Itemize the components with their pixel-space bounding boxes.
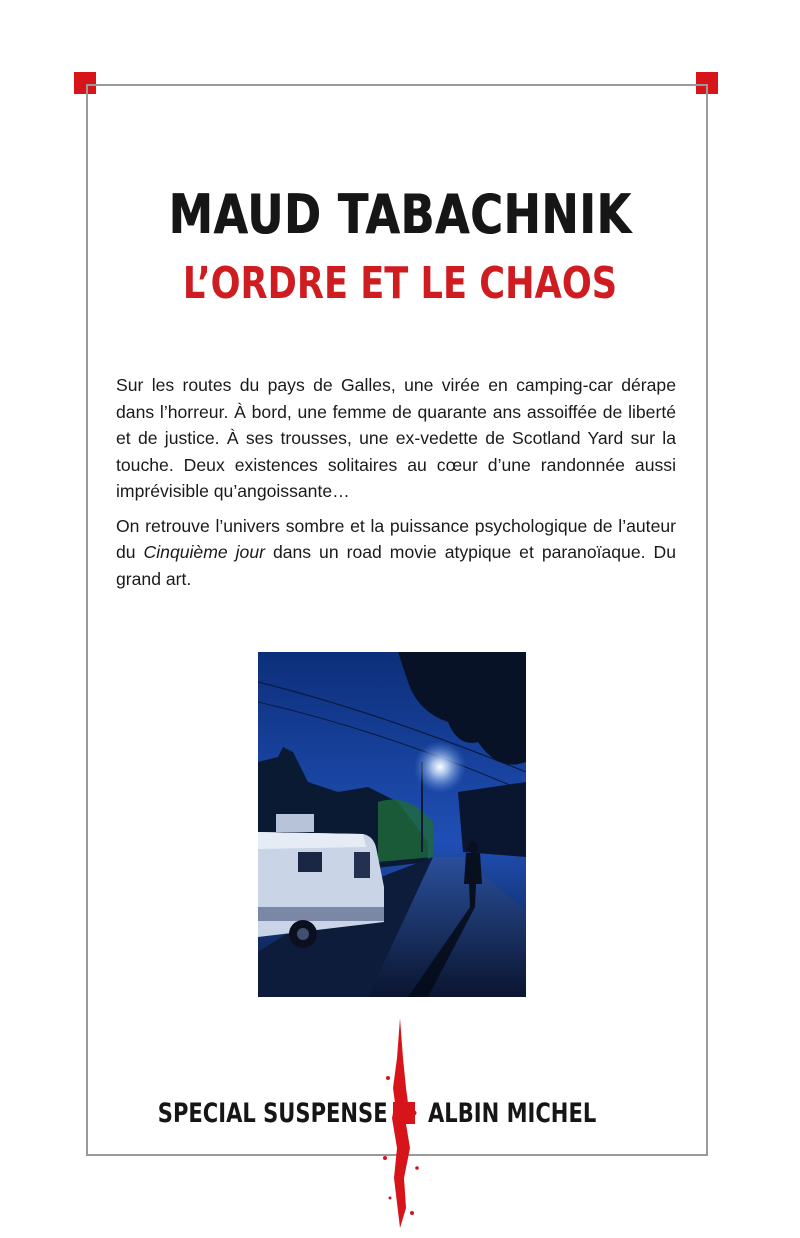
back-cover-blurb <box>116 372 676 600</box>
blurb-paragraph-2 <box>116 513 676 593</box>
blurb-p2-end: dans un road movie atypique et paranoïaque. Du grand art. <box>116 542 676 589</box>
blurb-p2-start: On retrouve l’univers sombre et la puissance psychologique de l’auteur du <box>116 515 676 562</box>
blurb-paragraph-1: Sur les routes du pays de Galles, une virée en camping-car dérape dans l’horreur. À bord, une femme de quarante ans assoiffée de liberté et de justice. À ses trousses, une ex-vedette de Scotland Yard sur la touche. Deux existences solitaires au cœur d’une randonnée aussi imprévisible qu’angoissante… <box>116 375 676 501</box>
book-title: L’ORDRE ET LE CHAOS <box>182 258 618 309</box>
night-road-campervan-image <box>258 652 526 997</box>
publisher-name: ALBIN MICHEL <box>428 1098 597 1129</box>
collection-name: SPECIAL SUSPENSE <box>158 1098 388 1129</box>
footer-red-square <box>393 1102 415 1124</box>
author-name: MAUD TABACHNIK <box>168 183 632 246</box>
blurb-p2-book-title: Cinquième jour <box>143 542 265 562</box>
